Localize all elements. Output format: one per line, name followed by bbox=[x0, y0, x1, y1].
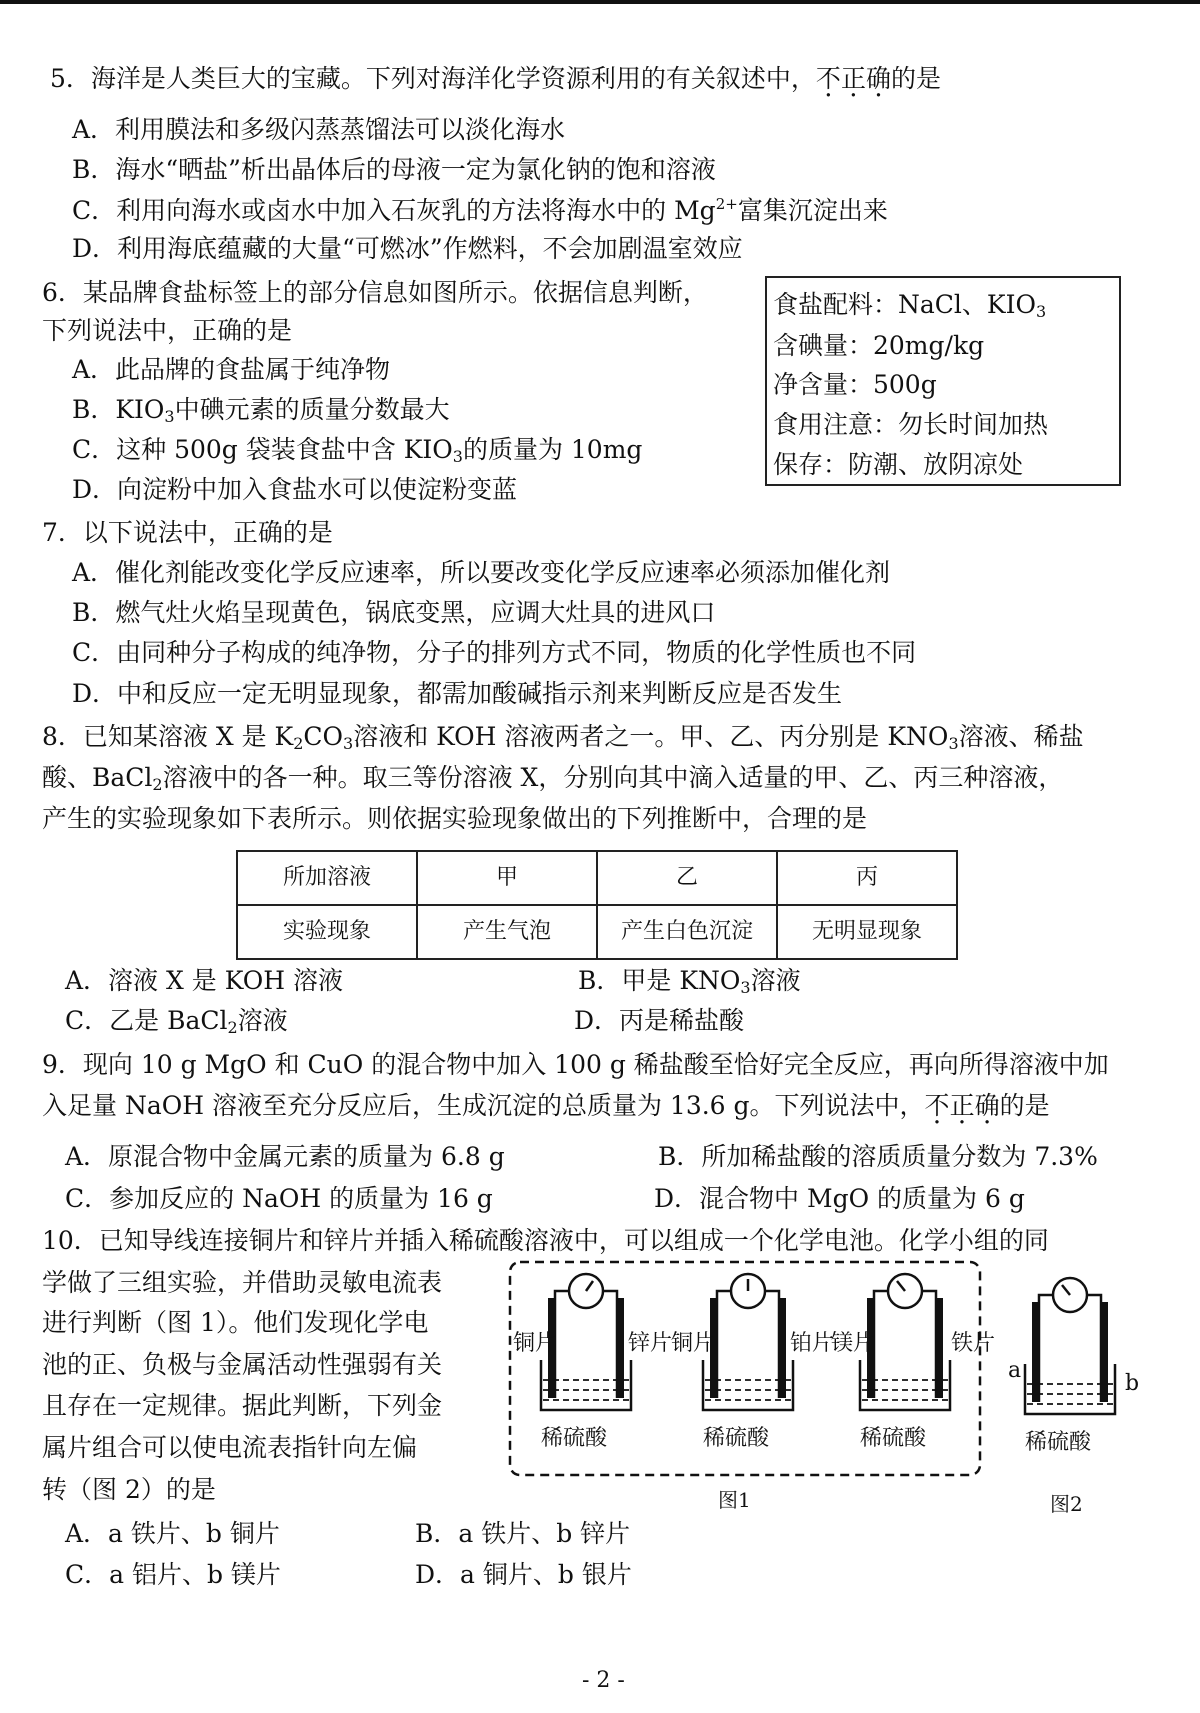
label-storage: 保存：防潮、放阴凉处 bbox=[773, 450, 1024, 479]
table-cell: 丙 bbox=[777, 851, 957, 905]
q5-option-c: C．利用向海水或卤水中加入石灰乳的方法将海水中的 $Mg^{2+}$富集沉淀出来 bbox=[72, 195, 888, 225]
emphasis-char: 正 bbox=[949, 1091, 975, 1120]
table-cell: 所加溶液 bbox=[237, 851, 417, 905]
q10-option-b: B．a 铁片、b 锌片 bbox=[415, 1519, 631, 1548]
label-usage-note: 食用注意：勿长时间加热 bbox=[773, 410, 1049, 439]
q8-option-a: A．溶液 X 是 KOH 溶液 bbox=[65, 966, 343, 995]
table-cell: 产生白色沉淀 bbox=[597, 905, 777, 959]
q9-option-b: B．所加稀盐酸的溶质质量分数为 7.3% bbox=[658, 1142, 1098, 1171]
q7-option-d: D．中和反应一定无明显现象，都需加酸碱指示剂来判断反应是否发生 bbox=[72, 679, 843, 708]
cell1-left-label-1: 铜片 bbox=[513, 1331, 558, 1356]
q10-option-d: D．a 铜片、b 银片 bbox=[415, 1560, 632, 1589]
emphasis-char: 确 bbox=[865, 64, 891, 93]
label-ingredients: 食盐配料：NaCl、$KIO_3$ bbox=[773, 290, 1047, 321]
q8-stem-line3: 产生的实验现象如下表所示。则依据实验现象做出的下列推断中，合理的是 bbox=[42, 804, 868, 833]
q10-stem-line6: 属片组合可以使电流表指针向左偏 bbox=[42, 1433, 418, 1462]
cell2-right-label: 铂片 bbox=[790, 1331, 835, 1356]
cell1-acid-label: 稀硫酸 bbox=[541, 1426, 608, 1451]
cell3-left-label: 镁片 bbox=[831, 1331, 876, 1356]
q9-option-c: C．参加反应的 NaOH 的质量为 16 g bbox=[65, 1184, 493, 1213]
cell2-acid-label: 稀硫酸 bbox=[703, 1426, 770, 1451]
table-cell: 产生气泡 bbox=[417, 905, 597, 959]
q7-option-a: A．催化剂能改变化学反应速率，所以要改变化学反应速率必须添加催化剂 bbox=[72, 558, 891, 587]
q10-stem-line3: 进行判断（图 1）。他们发现化学电 bbox=[42, 1308, 429, 1337]
emphasis-char: 确 bbox=[974, 1091, 1000, 1120]
table-cell: 乙 bbox=[597, 851, 777, 905]
fig2-acid-label: 稀硫酸 bbox=[1025, 1430, 1092, 1455]
q10-option-a: A．a 铁片、b 铜片 bbox=[65, 1519, 280, 1548]
q8-option-c: C．乙是 BaCl$_2$溶液 bbox=[65, 1006, 288, 1037]
q8-stem-line2: 酸、BaCl$_2$溶液中的各一种。取三等份溶液 X，分别向其中滴入适量的甲、乙、丙三种溶液， bbox=[42, 763, 1064, 794]
cell1-right-label-1: 锌片 bbox=[628, 1331, 673, 1356]
q10-stem-line7: 转（图 2）的是 bbox=[42, 1475, 216, 1504]
q5-option-a: A．利用膜法和多级闪蒸蒸馏法可以淡化海水 bbox=[72, 115, 566, 144]
q7-stem: 7．以下说法中，正确的是 bbox=[42, 518, 333, 547]
fig2-label-b: b bbox=[1125, 1371, 1140, 1396]
label-net-content: 净含量：500g bbox=[773, 370, 937, 399]
q8-option-d: D．丙是稀盐酸 bbox=[574, 1006, 745, 1035]
cell-2 bbox=[703, 1274, 793, 1410]
q9-stem-line2: 入足量 NaOH 溶液至充分反应后，生成沉淀的总质量为 13.6 g。下列说法中，不正确的是 bbox=[42, 1091, 1050, 1120]
observation-table bbox=[236, 850, 958, 960]
emphasis-char: 正 bbox=[840, 64, 866, 93]
table-cell: 实验现象 bbox=[237, 905, 417, 959]
q9-option-d: D．混合物中 MgO 的质量为 6 g bbox=[654, 1184, 1025, 1213]
cell2-left-label: 铜片 bbox=[671, 1331, 716, 1356]
label-iodine-content: 含碘量：20mg/kg bbox=[773, 331, 985, 360]
q10-stem-line4: 池的正、负极与金属活动性强弱有关 bbox=[42, 1350, 443, 1379]
q9-stem-line1: 9．现向 10 g MgO 和 CuO 的混合物中加入 100 g 稀盐酸至恰好完全反应，再向所得溶液中加 bbox=[42, 1050, 1109, 1079]
q6-option-b: B．$KIO_3$中碘元素的质量分数最大 bbox=[72, 395, 450, 426]
q5-option-d: D．利用海底蕴藏的大量“可燃冰”作燃料，不会加剧温室效应 bbox=[72, 234, 743, 263]
figure1-caption: 图1 bbox=[718, 1488, 751, 1512]
q10-stem-line1: 10．已知导线连接铜片和锌片并插入稀硫酸溶液中，可以组成一个化学电池。化学小组的同 bbox=[42, 1226, 1049, 1255]
q6-option-c: C．这种 500g 袋装食盐中含 $KIO_3$的质量为 10mg bbox=[72, 435, 643, 466]
q6-stem-line1: 6．某品牌食盐标签上的部分信息如图所示。依据信息判断， bbox=[42, 278, 708, 307]
fig2-label-a: a bbox=[1008, 1358, 1022, 1383]
q10-stem-line5: 且存在一定规律。据此判断，下列金 bbox=[42, 1391, 443, 1420]
q7-option-b: B．燃气灶火焰呈现黄色，锅底变黑，应调大灶具的进风口 bbox=[72, 598, 716, 627]
page-number: - 2 - bbox=[582, 1668, 625, 1693]
q10-stem-line2: 学做了三组实验，并借助灵敏电流表 bbox=[42, 1268, 443, 1297]
cell3-right-label: 铁片 bbox=[951, 1331, 996, 1356]
q5-stem: 5．海洋是人类巨大的宝藏。下列对海洋化学资源利用的有关叙述中，不正确的是 bbox=[50, 64, 941, 93]
emphasis-char: 不 bbox=[924, 1091, 950, 1120]
cell3-acid-label: 稀硫酸 bbox=[860, 1426, 927, 1451]
q8-stem-line1: 8．已知某溶液 X 是 $K_2CO_3$溶液和 KOH 溶液两者之一。甲、乙、丙分别是 $KNO_3$溶液、稀盐 bbox=[42, 722, 1084, 753]
battery-experiment-figure bbox=[505, 1250, 1195, 1520]
q6-stem-line2: 下列说法中，正确的是 bbox=[42, 316, 293, 345]
table-cell: 无明显现象 bbox=[777, 905, 957, 959]
emphasis-char: 不 bbox=[815, 64, 841, 93]
q5-option-b: B．海水“晒盐”析出晶体后的母液一定为氯化钠的饱和溶液 bbox=[72, 155, 716, 184]
q8-option-b: B．甲是 $KNO_3$溶液 bbox=[578, 966, 801, 997]
table-row bbox=[237, 851, 957, 905]
figure2-cell bbox=[1025, 1278, 1115, 1414]
table-cell: 甲 bbox=[417, 851, 597, 905]
q9-option-a: A．原混合物中金属元素的质量为 6.8 g bbox=[65, 1142, 505, 1171]
figure2-caption: 图2 bbox=[1050, 1492, 1083, 1516]
q6-option-d: D．向淀粉中加入食盐水可以使淀粉变蓝 bbox=[72, 475, 518, 504]
table-row bbox=[237, 905, 957, 959]
q10-option-c: C．a 铝片、b 镁片 bbox=[65, 1560, 281, 1589]
q7-option-c: C．由同种分子构成的纯净物，分子的排列方式不同，物质的化学性质也不同 bbox=[72, 638, 917, 667]
salt-label-box bbox=[765, 276, 1121, 486]
q6-option-a: A．此品牌的食盐属于纯净物 bbox=[72, 355, 391, 384]
top-border-line bbox=[0, 0, 1200, 4]
